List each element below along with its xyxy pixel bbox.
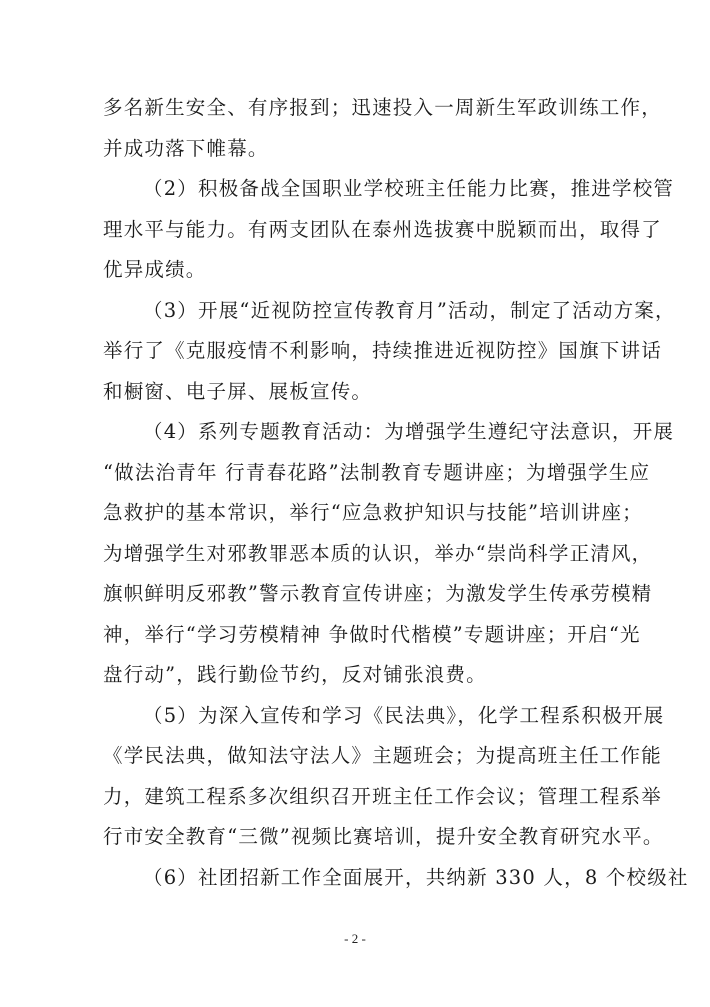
text-line: 神，举行“学习劳模精神 争做时代楷模”专题讲座；开启“光 [103, 622, 641, 646]
paragraph-2-start: （2）积极备战全国职业学校班主任能力比赛，推进学校管 [143, 177, 675, 200]
text-line: 和橱窗、电子屏、展板宣传。 [103, 379, 373, 403]
text-line: 多名新生安全、有序报到；迅速投入一周新生军政训练工作， [103, 96, 662, 119]
text-line: 盘行动”，践行勤俭节约，反对铺张浪费。 [103, 663, 487, 686]
text-line: 《学民法典，做知法守法人》主题班会；为提高班主任工作能 [103, 744, 662, 767]
text-line: 力，建筑工程系多次组织召开班主任工作会议；管理工程系举 [103, 784, 662, 808]
text-line: 优异成绩。 [103, 258, 207, 281]
body-text [103, 88, 689, 898]
text-line: 理水平与能力。有两支团队在泰州选拔赛中脱颖而出，取得了 [103, 217, 662, 241]
text-line: “做法治青年 行青春花路”法制教育专题讲座；为增强学生应 [103, 460, 651, 484]
text-line: 行市安全教育“三微”视频比赛培训，提升安全教育研究水平。 [103, 825, 664, 848]
paragraph-3-start: （3）开展“近视防控宣传教育月”活动，制定了活动方案， [143, 298, 676, 322]
text-line: 并成功落下帷幕。 [103, 136, 269, 160]
paragraph-4-start: （4）系列专题教育活动：为增强学生遵纪守法意识，开展 [143, 420, 675, 443]
paragraph-5-start: （5）为深入宣传和学习《民法典》，化学工程系积极开展 [143, 703, 665, 727]
text-line: 旗帜鲜明反邪教”警示教育宣传讲座；为激发学生传承劳模精 [103, 582, 653, 605]
text-line: 举行了《克服疫情不利影响，持续推进近视防控》国旗下讲话 [103, 339, 662, 362]
text-line: 急救护的基本常识，举行“应急救护知识与技能”培训讲座； [103, 501, 643, 524]
page-number: - 2 - [344, 931, 366, 946]
paragraph-6-start: （6）社团招新工作全面展开，共纳新 330 人，8 个校级社 [143, 865, 689, 889]
text-line: 为增强学生对邪教罪恶本质的认识，举办“崇尚科学正清风， [103, 541, 653, 565]
